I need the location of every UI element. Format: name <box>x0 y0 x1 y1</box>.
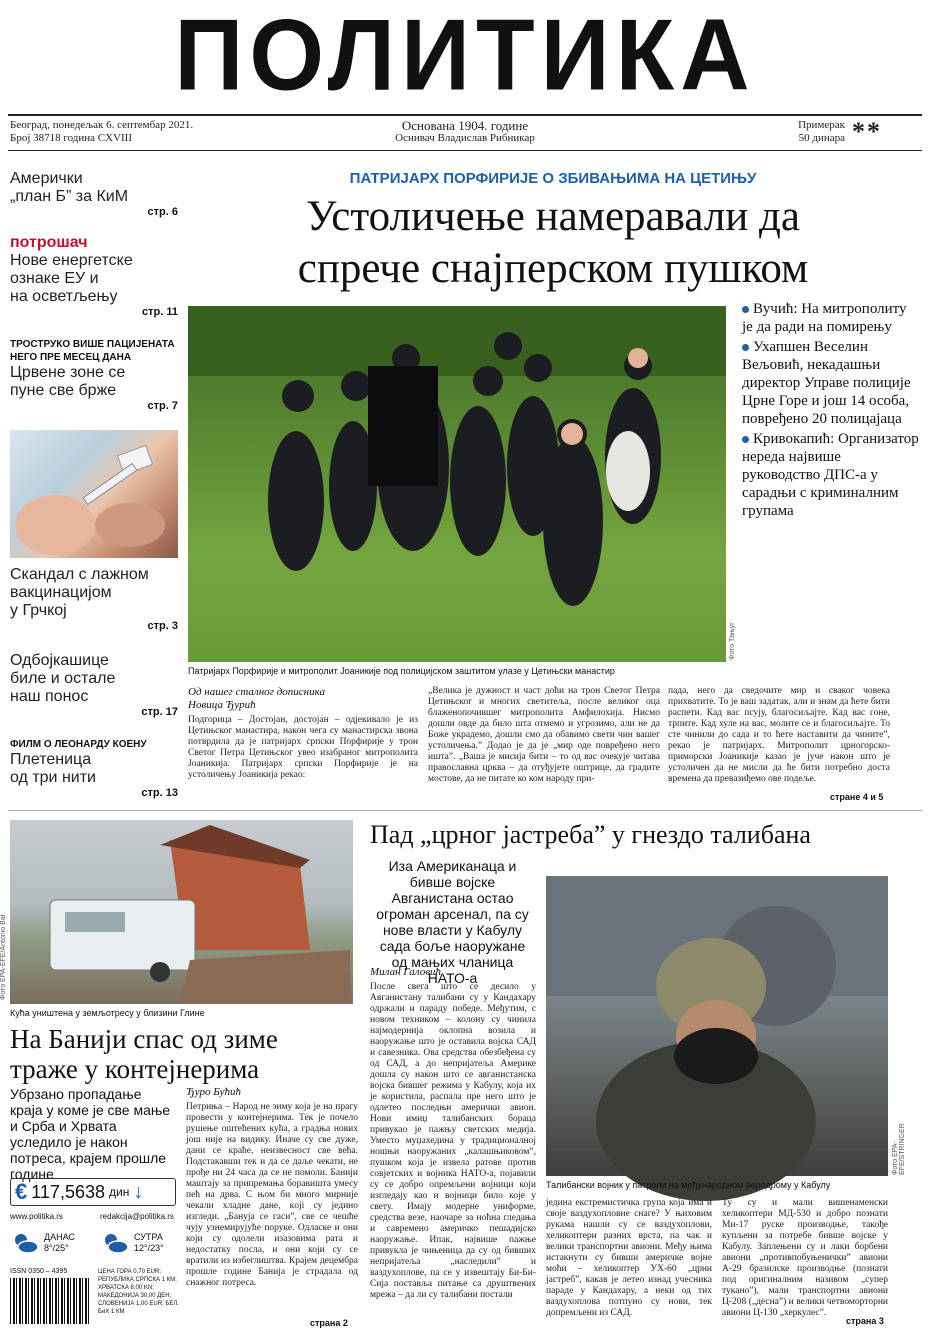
banija-photo-credit: Фото EPA-EFE/Antonio Bat <box>0 914 7 1000</box>
foreign-prices: ЦЕНА ГОРА 0,70 EUR; РЕПУБЛИКА СРПСКА 1 КМ; ХРВАТСКА 8,00 KN; МАКЕДОНИЈА 30,00 ДЕН; СЛОВЕНИЈА 1,00 EUR; БЕЛ. БиХ 1 КМ <box>98 1269 179 1315</box>
banija-page[interactable]: страна 2 <box>310 1318 348 1328</box>
taliban-body-col1: После свега што се десило у Авганистану талибани су у Кандахару одржали и параду победе. Међутим, с новом техником – колону су чинила најмодернија оклопна возила и наоружање што је оставила војска САД и савезника. Ова средства обезбеђена су од САД, а до непријатеља Америке дошла су након што се авганистанска војска бившег режима у Кабулу, која их је користила, распала пре него што је одлетео последњи амерички авион. Нови имиџ талибанских бораца привукао је пажњу светских медија. Уместо муџахедина у традиционалној ношњи наоружаних „калашњиковом”, пушком која је извела ратове против совјетских и војника НАТО-а, појавили су се добро опремљени војници који изгледају као и војници било које у свету. Имају модерне униформе, средства везе, наочаре за ноћна гледања и савремено америчко пешадијско наоружање. Ипак, највише пажње привукла је чињеница да су од бивших непријатеља „наследили” и ваздухоплове, па се у извештају Би-Би-Сија поставља питање са друштвених мрежа – да ли су талибани постали <box>370 982 536 1300</box>
lead-photo-caption: Патријарх Порфирије и митрополит Јоаникије под полицијском заштитом улазе у Цетињски манастир <box>188 666 615 676</box>
lead-headline-line1[interactable]: Устоличење намеравали да <box>306 193 800 240</box>
lead-bullet-1: Вучић: На митрополиту је да ради на помирењу <box>742 301 907 335</box>
teaser-kicker: ТРОСТРУКО ВИШЕ ПАЦИЈЕНАТА НЕГО ПРЕ МЕСЕЦ ДАНА <box>10 339 175 363</box>
lead-photo-credit: Фото Тањуг <box>729 622 736 660</box>
lead-body-col1: Подгорица – Достојан, достојан – одјекивало је из Цетињског манастира, након чега су манастирска звона потврдила да је патријарх српски Порфирије у трон Светог Петра Цетињског увео изабраног митрополита Јоаникија. Патријарх српски Порфирије је на устоличењу Јоаникија рекао: <box>188 715 418 780</box>
currency-value: 117,5638 <box>31 1181 105 1202</box>
banija-photo <box>10 820 353 1004</box>
sun-cloud-icon <box>100 1230 130 1256</box>
lead-photo <box>188 306 726 662</box>
teaser-head: Одбојкашице биле и остале наш понос <box>10 652 116 705</box>
vaccine-photo-illustration <box>10 430 178 558</box>
lead-headline-line2[interactable]: спрече снајперском пушком <box>297 245 809 292</box>
teaser-head: Плетеница од три нити <box>10 751 96 786</box>
stars-mark: ** <box>852 117 882 146</box>
banija-byline: Ђуро Бућић <box>186 1086 241 1098</box>
teaser-page: стр. 17 <box>141 706 178 718</box>
banija-headline-line2: траже у контејнерима <box>10 1054 260 1084</box>
header-left <box>10 119 193 145</box>
teaser-head: Нове енергетске ознаке ЕУ и на осветљењу <box>10 252 133 305</box>
lead-body-col3: пада, него да сведочите мир и сваког човека прихватите. То је ваш задатак, али и знам да ћете бити распети. Кад вас псују, благосиљајте. Кад вас гоне, трпите. Кад хуле на вас, молите се и благосиљајте. То сте чинили до сада и то ћете наставити да чините”, рекао је патријарх. Митрополит црногорско-приморски Јоаникије казао је јуче након што је устоличен да не мисли да ће бити потребно доста времена да превазиђемо ове подеље. <box>668 686 890 784</box>
taliban-photo <box>546 876 888 1176</box>
lead-jump[interactable]: стране 4 и 5 <box>830 792 884 802</box>
bullet-dot-icon <box>742 344 749 351</box>
issue-number: Број 38718 година CXVIII <box>10 132 133 144</box>
vaccine-photo <box>10 430 178 558</box>
currency-box <box>10 1178 176 1206</box>
sun-cloud-icon <box>10 1230 40 1256</box>
teaser-page: стр. 6 <box>147 206 178 218</box>
taliban-photo-illustration <box>546 876 888 1176</box>
founded: Основана 1904. године <box>401 118 529 133</box>
left-teaser-2[interactable] <box>10 234 178 318</box>
left-teaser-5[interactable] <box>10 652 178 718</box>
footer-web[interactable]: www.politika.rs <box>10 1212 63 1221</box>
teaser-page: стр. 3 <box>147 620 178 632</box>
tomorrow-temp: 12°/23° <box>134 1243 164 1253</box>
teaser-page: стр. 11 <box>142 306 178 318</box>
teaser-head: Црвене зоне се пуне све брже <box>10 364 126 399</box>
teaser-kicker-potrosac: потрошач <box>10 234 88 251</box>
banija-photo-illustration <box>10 820 353 1004</box>
taliban-photo-caption: Талибански војник у патроли на међународном аеродрому у Кабулу <box>546 1180 831 1190</box>
teaser-head: Амерички „план Б” за КиМ <box>10 170 129 205</box>
lead-col-1 <box>188 686 418 797</box>
taliban-page[interactable]: страна 3 <box>846 1316 884 1326</box>
barcode-icon <box>10 1278 90 1324</box>
arrow-down-icon: ↓ <box>133 1180 144 1203</box>
taliban-body-col2: једина екстремистичка група која има и своје ваздухопловне снаге? У њиховим рукама нашли су се ваздухоплови, хеликоптери разних врста, па чак и велики транспортни авиони. Међу њима истакнути су бивши америчке војне моћи – хеликоптер УХ-60 „црни јастреб”, какав је летео изнад учесника параде у Кандахару, а неки од тих ваздухоплова потпуно су нови, тек допремљени из САД. <box>546 1198 712 1318</box>
copy-label: Примерак <box>798 119 845 131</box>
currency-unit: дин <box>109 1185 130 1199</box>
header-price <box>790 119 845 145</box>
taliban-photo-credit: Фото EPA-EFE/STRINGER <box>892 1123 906 1175</box>
left-teaser-1[interactable] <box>10 170 178 218</box>
lead-bullet-3: Кривокапић: Организатор нереда највише руководство ДПС-а у сарадњи с криминалним групама <box>742 431 919 519</box>
euro-icon: € <box>15 1179 28 1204</box>
weather-tomorrow <box>100 1226 180 1260</box>
bullet-dot-icon <box>742 306 749 313</box>
tomorrow-label: СУТРА <box>134 1232 163 1242</box>
price: 50 динара <box>798 132 845 144</box>
lead-bullets <box>742 300 920 520</box>
taliban-body-col3: Ту су и мали вишенаменски хеликоптери МД-530 и добро познати Ми-17 руске производње, такође купљени за потребе бивше војске у Кабулу. Заплењени су и лаки борбени авиони „противпобуњенички” авиони А-29 бразилске производње (познати под оригиналним називом „супер тукано”), мали транспортни авиони Ц-208 („десна”) и велики четвоморторни авиони Ц-130 „херкулес”. <box>722 1198 888 1318</box>
taliban-byline: Милан Галовић <box>370 966 441 978</box>
section-rule <box>8 810 922 811</box>
today-label: ДАНАС <box>44 1232 75 1242</box>
taliban-dek: Иза Американаца и бивше војске Авганистана остао огроман арсенал, па су нове власти у Кабулу сада боље наоружане од мањих чланица НАТО-а <box>376 858 529 986</box>
masthead-title: ПОЛИТИКА <box>174 0 756 112</box>
founder: Оснивач Владислав Рибникар <box>395 132 535 144</box>
banija-photo-caption: Кућа уништена у земљотресу у близини Глине <box>10 1008 205 1018</box>
teaser-page: стр. 7 <box>147 400 178 412</box>
left-teaser-6[interactable] <box>10 738 178 799</box>
lead-byline-1: Од нашег сталног дописника <box>188 686 325 698</box>
bullet-dot-icon <box>742 436 749 443</box>
lead-bullet-2: Ухапшен Веселин Вељовић, некадашњи директор Управе полиције Црне Горе и још 14 особа, повређено 20 полицајаца <box>742 339 911 427</box>
issue-date: Београд, понедељак 6. септембар 2021. <box>10 119 194 131</box>
teaser-page: стр. 13 <box>141 787 178 799</box>
lead-body-col2: „Велика је дужност и част доћи на трон Светог Петра Цетињског и многих светитеља, после великог оца блаженопочившег митрополита Амфилохија. Нисмо дошли овде да било шта отмемо и угрозимо, али не да Боже украдемо, дошли смо да обавимо свети чин вашег устоличења.” Додао је да је „мир оде повређено него ишта”. „Ваша је мисија бити – то од вас очекује читава православна црква – да отуђујете оштрице, да градите мостове, да не питате ко ком народу при- <box>428 686 660 784</box>
lead-photo-illustration <box>188 306 726 662</box>
left-teaser-3[interactable] <box>10 338 178 412</box>
banija-body-col <box>186 1086 358 1322</box>
banija-dek: Убрзано пропадање краја у коме је све мање и Срба и Хрвата уследило је након потреса, крајем прошле године <box>10 1086 171 1182</box>
header-rule-2 <box>8 150 922 151</box>
taliban-headline[interactable]: Пад „црног јастреба” у гнездо талибана <box>370 820 811 849</box>
weather-today <box>10 1226 90 1260</box>
header-rule <box>8 114 922 116</box>
banija-headline[interactable] <box>10 1024 355 1084</box>
teaser-kicker: ФИЛМ О ЛЕОНАРДУ КОЕНУ <box>10 739 147 750</box>
lead-kicker: ПАТРИЈАРХ ПОРФИРИЈЕ О ЗБИВАЊИМА НА ЦЕТИЊУ <box>349 170 757 187</box>
banija-headline-line1: На Банији спас од зиме <box>10 1024 278 1054</box>
left-teaser-4[interactable] <box>10 566 178 632</box>
footer-email[interactable]: redakcija@politika.rs <box>100 1212 174 1221</box>
banija-body: Петриња – Народ не зиму која је на прагу провести у контејнерима. Тек је почело рушење оштећених кућа, а градња нових још није на видику. Иначе су све дуже, дани се краће, неизвесност све већа. Подстакавши тек и да се даље чекати, не прође ни 24 часа да се не помоли. Банији маштају за припремања боравишта умесу пећ на дрва. С њом би много мирније чекали хладне дане, кoji су једино изгледи. „Бануја се гаси”, све се чешће чују узнемирујуће поруке. Одласке и они који су одолели изазовима рата и недостатку посла, и они који су се вратили из избеглиштва. Крајем децембра прошле године Банија је страдала од снажног потреса. <box>186 1102 358 1288</box>
issn: ISSN 0350 – 4395 <box>10 1268 68 1275</box>
teaser-head: Скандал с лажном вакцинацијом у Грчкој <box>10 566 149 619</box>
header-center <box>330 119 600 145</box>
lead-byline-2: Новица Ђурић <box>188 699 256 711</box>
today-temp: 8°/25° <box>44 1243 69 1253</box>
